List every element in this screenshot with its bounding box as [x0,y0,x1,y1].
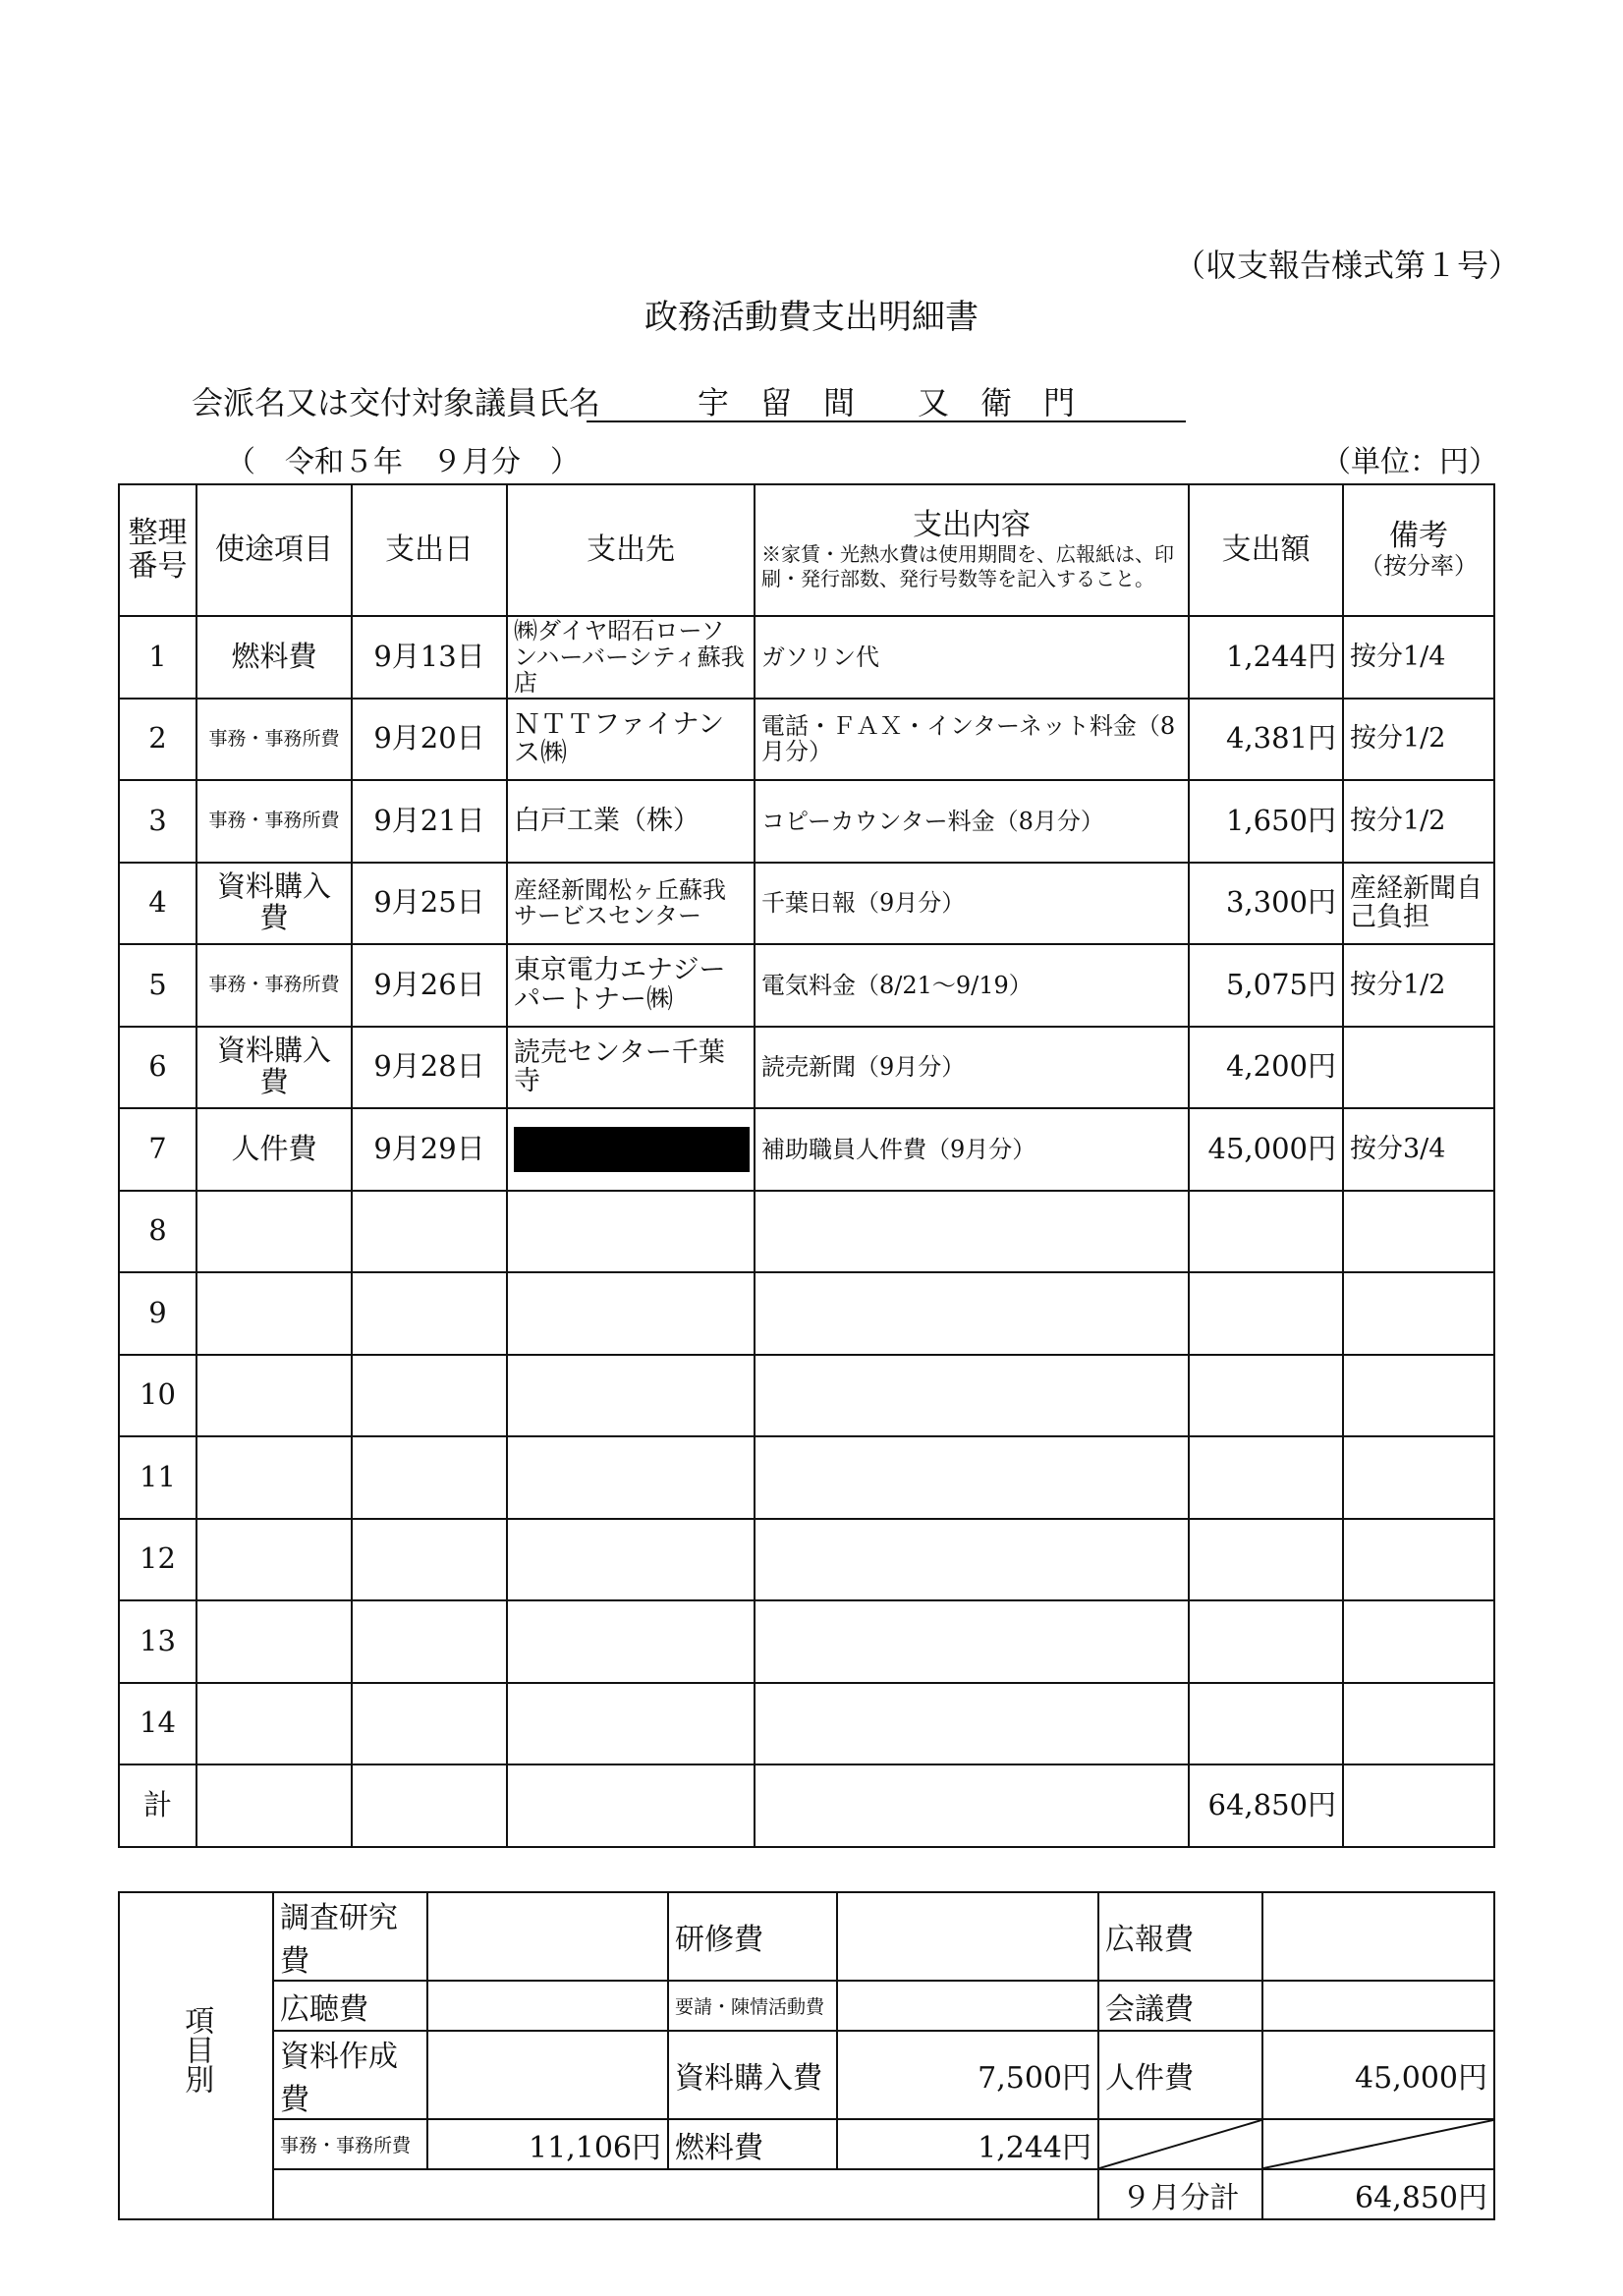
row-date: 9月13日 [352,616,507,699]
row-remarks [1343,1191,1494,1273]
row-no: 3 [119,780,196,863]
table-row [119,1519,1494,1601]
total-blank [507,1764,755,1847]
row-no: 7 [119,1108,196,1191]
redaction-block [514,1127,750,1172]
header-content [755,484,1189,616]
diagonal-line [1099,2120,1261,2168]
row-content: コピーカウンター料金（8月分） [755,780,1189,863]
row-amount [1189,1519,1343,1601]
materials-purchase-label: 資料購入費 [668,2031,837,2119]
header-remarks-sub: （按分率） [1360,552,1478,581]
member-name-underline [587,420,1186,422]
row-amount [1189,1683,1343,1765]
row-no: 2 [119,699,196,781]
row-amount: 5,075円 [1189,944,1343,1027]
row-category: 事務・事務所費 [196,780,352,863]
row-no: 1 [119,616,196,699]
materials-purchase-value: 7,500円 [837,2031,1098,2119]
table-row [119,616,1494,699]
row-category: 燃料費 [196,616,352,699]
row-content: ガソリン代 [755,616,1189,699]
header-no: 整理番号 [119,484,196,616]
personnel-value: 45,000円 [1262,2031,1494,2119]
total-label: 計 [119,1764,196,1847]
row-date [352,1519,507,1601]
summary-section-text: 項目別 [179,2005,214,2095]
blank-diagonal-cell [1098,2119,1262,2169]
row-remarks: 按分3/4 [1343,1108,1494,1191]
header-date: 支出日 [352,484,507,616]
row-no: 10 [119,1355,196,1437]
training-label: 研修費 [668,1892,837,1981]
pr-label: 広報費 [1098,1892,1262,1981]
row-remarks [1343,1600,1494,1683]
row-payee: ㈱ダイヤ昭石ローソンハーバーシティ蘇我店 [507,616,755,699]
fuel-label: 燃料費 [668,2119,837,2169]
row-content [755,1600,1189,1683]
total-blank [1343,1764,1494,1847]
row-remarks [1343,1436,1494,1519]
row-amount: 4,200円 [1189,1027,1343,1109]
table-row [119,699,1494,781]
table-row [119,1191,1494,1273]
research-value [427,1892,668,1981]
reporting-period: （ 令和５年 ９月分 ） [226,445,580,479]
row-category [196,1683,352,1765]
header-payee: 支出先 [507,484,755,616]
row-content [755,1191,1189,1273]
row-category: 事務・事務所費 [196,699,352,781]
row-amount: 1,244円 [1189,616,1343,699]
row-content [755,1272,1189,1355]
row-remarks: 産経新聞自己負担 [1343,863,1494,945]
header-content-title: 支出内容 [913,507,1031,542]
row-content: 電気料金（8/21～9/19） [755,944,1189,1027]
row-content: 補助職員人件費（9月分） [755,1108,1189,1191]
row-no: 14 [119,1683,196,1765]
petition-label: 要請・陳情活動費 [668,1981,837,2031]
monthly-total-value: 64,850円 [1262,2169,1494,2219]
row-remarks: 按分1/2 [1343,780,1494,863]
row-date [352,1683,507,1765]
row-payee [507,1519,755,1601]
row-date: 9月28日 [352,1027,507,1109]
row-date [352,1272,507,1355]
table-row [119,1108,1494,1191]
row-payee [507,1108,755,1191]
summary-total-blank [273,2169,1098,2219]
blank-diagonal-cell [1262,2119,1494,2169]
row-payee [507,1355,755,1437]
hearing-value [427,1981,668,2031]
row-category [196,1436,352,1519]
total-blank [755,1764,1189,1847]
row-payee: 白戸工業（株） [507,780,755,863]
row-payee: 読売センター千葉寺 [507,1027,755,1109]
row-category: 資料購入費 [196,1027,352,1109]
row-amount [1189,1600,1343,1683]
row-remarks: 按分1/2 [1343,944,1494,1027]
category-summary-table [118,1891,1495,2220]
total-blank [196,1764,352,1847]
row-date: 9月25日 [352,863,507,945]
summary-section-label [119,1892,273,2219]
fuel-value: 1,244円 [837,2119,1098,2169]
row-amount: 1,650円 [1189,780,1343,863]
table-header-row [119,484,1494,616]
row-no: 9 [119,1272,196,1355]
office-value: 11,106円 [427,2119,668,2169]
row-no: 12 [119,1519,196,1601]
expense-table [118,483,1495,1848]
row-category [196,1600,352,1683]
row-amount [1189,1355,1343,1437]
training-value [837,1892,1098,1981]
research-label: 調査研究費 [273,1892,427,1981]
row-content: 千葉日報（9月分） [755,863,1189,945]
table-row [119,944,1494,1027]
row-category [196,1355,352,1437]
row-date [352,1191,507,1273]
row-content [755,1683,1189,1765]
form-code: （収支報告様式第１号） [1174,247,1521,284]
row-no: 5 [119,944,196,1027]
row-amount [1189,1191,1343,1273]
header-remarks-title: 備考 [1389,518,1448,553]
row-date: 9月20日 [352,699,507,781]
row-content: 読売新聞（9月分） [755,1027,1189,1109]
row-category [196,1191,352,1273]
office-label: 事務・事務所費 [273,2119,427,2169]
row-category [196,1519,352,1601]
row-remarks [1343,1027,1494,1109]
row-date: 9月21日 [352,780,507,863]
header-category: 使途項目 [196,484,352,616]
member-name: 宇 留 間 又 衛 門 [697,384,1075,421]
table-row [119,1355,1494,1437]
row-remarks: 按分1/2 [1343,699,1494,781]
row-amount: 3,300円 [1189,863,1343,945]
row-date: 9月26日 [352,944,507,1027]
row-date: 9月29日 [352,1108,507,1191]
row-payee [507,1683,755,1765]
summary-row [119,2119,1494,2169]
row-category: 人件費 [196,1108,352,1191]
row-remarks [1343,1272,1494,1355]
row-no: 13 [119,1600,196,1683]
diagonal-line [1263,2120,1493,2168]
total-amount: 64,850円 [1189,1764,1343,1847]
header-amount: 支出額 [1189,484,1343,616]
pr-value [1262,1892,1494,1981]
summary-row [119,1981,1494,2031]
summary-row [119,2031,1494,2119]
row-no: 6 [119,1027,196,1109]
row-payee: 東京電力エナジーパートナー㈱ [507,944,755,1027]
table-row [119,863,1494,945]
row-payee: 産経新聞松ヶ丘蘇我サービスセンター [507,863,755,945]
row-payee [507,1272,755,1355]
row-date [352,1436,507,1519]
row-remarks [1343,1355,1494,1437]
unit-label: （単位：円） [1321,445,1498,479]
table-row [119,1027,1494,1109]
table-row [119,1436,1494,1519]
document-title: 政務活動費支出明細書 [644,298,979,337]
table-row [119,1683,1494,1765]
table-row [119,1600,1494,1683]
row-date [352,1600,507,1683]
table-row [119,1272,1494,1355]
meeting-label: 会議費 [1098,1981,1262,2031]
row-payee [507,1436,755,1519]
header-content-note: ※家賃・光熱水費は使用期間を、広報紙は、印刷・発行部数、発行号数等を記入すること。 [761,542,1174,591]
table-row [119,780,1494,863]
summary-row [119,1892,1494,1981]
materials-create-value [427,2031,668,2119]
row-payee [507,1600,755,1683]
row-category: 事務・事務所費 [196,944,352,1027]
row-category [196,1272,352,1355]
row-amount: 45,000円 [1189,1108,1343,1191]
row-no: 8 [119,1191,196,1273]
row-no: 4 [119,863,196,945]
row-payee: ＮＴＴファイナンス㈱ [507,699,755,781]
row-content [755,1355,1189,1437]
row-content [755,1519,1189,1601]
row-remarks: 按分1/4 [1343,616,1494,699]
row-remarks [1343,1519,1494,1601]
row-content [755,1436,1189,1519]
petition-value [837,1981,1098,2031]
member-name-label: 会派名又は交付対象議員氏名 [192,384,601,421]
total-blank [352,1764,507,1847]
row-amount [1189,1436,1343,1519]
row-remarks [1343,1683,1494,1765]
monthly-total-label: ９月分計 [1098,2169,1262,2219]
row-amount [1189,1272,1343,1355]
summary-total-row [119,2169,1494,2219]
row-date [352,1355,507,1437]
personnel-label: 人件費 [1098,2031,1262,2119]
row-amount: 4,381円 [1189,699,1343,781]
meeting-value [1262,1981,1494,2031]
total-row [119,1764,1494,1847]
row-category: 資料購入費 [196,863,352,945]
row-content: 電話・ＦＡＸ・インターネット料金（8月分） [755,699,1189,781]
row-no: 11 [119,1436,196,1519]
materials-create-label: 資料作成費 [273,2031,427,2119]
hearing-label: 広聴費 [273,1981,427,2031]
row-payee [507,1191,755,1273]
header-remarks [1343,484,1494,616]
